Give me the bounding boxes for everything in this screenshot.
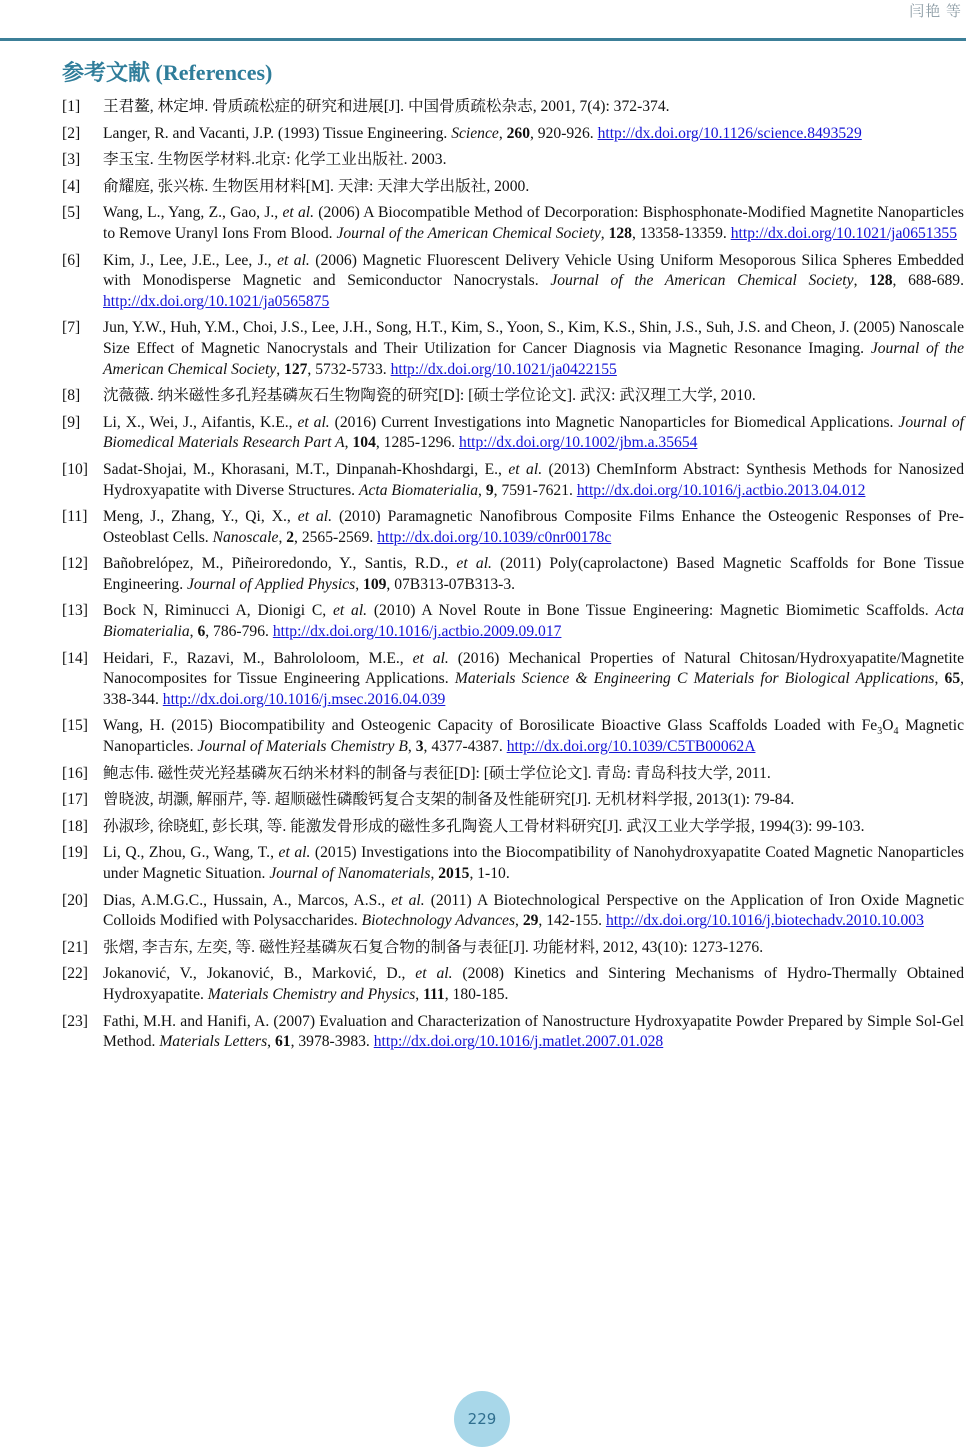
reference-item	[62, 649, 964, 711]
reference-segment: O	[882, 717, 894, 735]
reference-segment: ,	[853, 272, 870, 290]
reference-journal: Journal of Nanomaterials	[269, 865, 431, 882]
doi-link[interactable]: http://dx.doi.org/10.1016/j.biotechadv.2010.10.003	[605, 912, 924, 930]
reference-number: [1]	[62, 98, 81, 115]
reference-journal: Materials Science & Engineering C Materials for Biological Applications	[454, 670, 935, 688]
page-number	[454, 1391, 510, 1447]
reference-segment: (2010) A Novel Route in Bone Tissue Engineering: Magnetic Biomimetic Scaffolds.	[367, 602, 936, 620]
reference-volume: 61	[274, 1033, 291, 1051]
doi-link[interactable]: http://dx.doi.org/10.1016/j.msec.2016.04.039	[162, 690, 446, 708]
subscript: 3	[877, 726, 883, 738]
doi-link[interactable]: http://dx.doi.org/10.1039/c0nr00178c	[377, 528, 612, 546]
reference-segment: 张熠, 李吉东, 左奕, 等. 磁性羟基磷灰石复合物的制备与表征[J]. 功能材料, 2012, 43(10): 1273-1276.	[103, 938, 764, 956]
reference-text	[103, 413, 964, 454]
reference-text	[103, 251, 964, 313]
reference-text	[103, 817, 964, 838]
reference-journal: Acta Biomaterialia	[103, 602, 964, 641]
reference-segment: (2016) Mechanical Properties of Natural Chitosan/Hydroxyapatite/Magnetite Nanocomposites for Tissue Engineering Applications.	[103, 649, 964, 688]
page-number-text: 229	[467, 1410, 497, 1428]
reference-segment: , 688-689.	[892, 272, 965, 290]
reference-journal: Journal of the American Chemical Society	[103, 339, 964, 378]
reference-volume: 6	[197, 623, 206, 641]
reference-segment: ,	[407, 738, 416, 756]
reference-item	[62, 891, 964, 932]
reference-journal: Nanoscale	[212, 528, 279, 546]
reference-segment: ,	[934, 670, 945, 688]
header-rule	[0, 38, 966, 41]
reference-segment: , 142-155.	[538, 912, 606, 930]
reference-text	[103, 764, 964, 785]
reference-journal: et al.	[282, 204, 315, 222]
reference-journal: et al.	[332, 602, 368, 620]
reference-item	[62, 507, 964, 548]
reference-number: [4]	[62, 177, 81, 195]
reference-segment: , 2565-2569.	[294, 528, 378, 546]
reference-journal: et al.	[278, 844, 311, 862]
reference-journal: Biotechnology Advances	[361, 912, 516, 930]
reference-text	[103, 507, 964, 548]
reference-segment: Dias, A.M.G.C., Hussain, A., Marcos, A.S.,	[103, 891, 392, 909]
reference-text	[103, 97, 964, 118]
reference-volume: 3	[415, 738, 424, 756]
reference-item	[62, 964, 964, 1005]
reference-text	[103, 177, 964, 198]
reference-text	[103, 716, 964, 757]
reference-text	[103, 150, 964, 171]
reference-volume: 127	[284, 360, 308, 378]
reference-text	[103, 790, 964, 811]
reference-segment: 王君鳌, 林定坤. 骨质疏松症的研究和进展[J]. 中国骨质疏松杂志, 2001, 7(4): 372-374.	[103, 98, 670, 115]
reference-volume: 128	[869, 272, 893, 290]
reference-volume: 9	[485, 481, 494, 499]
reference-segment: Li, X., Wei, J., Aifantis, K.E.,	[103, 413, 298, 431]
reference-number: [5]	[62, 204, 81, 222]
reference-item	[62, 97, 964, 118]
reference-journal: Journal of the American Chemical Society	[550, 272, 854, 290]
reference-number: [13]	[62, 602, 88, 620]
reference-segment: 沈薇薇. 纳米磁性多孔羟基磷灰石生物陶瓷的研究[D]: [硕士学位论文]. 武汉: 武汉理工大学, 2010.	[103, 387, 756, 405]
reference-item	[62, 601, 964, 642]
reference-segment: (2015) Investigations into the Biocompatibility of Nanohydroxyapatite Coated Magnetic Nanoparticles under Magnetic Situation.	[103, 844, 964, 882]
reference-volume: 111	[423, 985, 445, 1003]
reference-segment: ,	[430, 865, 439, 882]
reference-number: [23]	[62, 1012, 88, 1030]
reference-journal: Journal of Materials Chemistry B	[197, 738, 408, 756]
reference-segment: Wang, H. (2015) Biocompatibility and Osteogenic Capacity of Borosilicate Bioactive Glass Scaffolds Loaded with Fe	[103, 717, 878, 735]
reference-text	[103, 891, 964, 932]
reference-item	[62, 413, 964, 454]
reference-journal: et al.	[391, 891, 425, 909]
reference-number: [6]	[62, 251, 81, 269]
reference-item	[62, 843, 964, 884]
reference-segment: Jokanović, V., Jokanović, B., Marković, D.,	[103, 965, 416, 983]
reference-segment: ,	[355, 575, 364, 593]
reference-segment: 李玉宝. 生物医学材料.北京: 化学工业出版社. 2003.	[103, 151, 447, 169]
reference-text	[103, 386, 964, 407]
reference-segment: , 07B313-07B313-3.	[386, 575, 516, 593]
reference-segment: Heidari, F., Razavi, M., Bahrololoom, M.E.,	[103, 649, 413, 667]
doi-link[interactable]: http://dx.doi.org/10.1021/ja0422155	[390, 360, 617, 378]
reference-volume: 65	[944, 670, 961, 688]
doi-link[interactable]: http://dx.doi.org/10.1002/jbm.a.35654	[459, 434, 698, 452]
reference-item	[62, 318, 964, 380]
reference-text	[103, 601, 964, 642]
reference-segment: , 3978-3983.	[290, 1033, 374, 1051]
reference-number: [17]	[62, 791, 88, 809]
reference-volume: 109	[363, 575, 387, 593]
reference-number: [19]	[62, 844, 88, 862]
reference-journal: Journal of Biomedical Materials Research Part A	[103, 413, 964, 452]
reference-journal: et al.	[277, 251, 310, 269]
reference-journal: Journal of Applied Physics	[187, 575, 356, 593]
reference-volume: 2	[286, 528, 295, 546]
reference-item	[62, 716, 964, 757]
reference-segment: ,	[515, 912, 523, 930]
reference-segment: , 1285-1296.	[375, 434, 460, 452]
reference-item	[62, 790, 964, 811]
reference-segment: , 7591-7621.	[493, 481, 577, 499]
reference-segment: ,	[276, 360, 285, 378]
reference-segment: , 4377-4387.	[423, 738, 507, 756]
reference-text	[103, 649, 964, 711]
reference-journal: Acta Biomaterialia	[358, 481, 479, 499]
reference-text	[103, 843, 964, 884]
doi-link[interactable]: http://dx.doi.org/10.1016/j.matlet.2007.01.028	[373, 1033, 664, 1051]
reference-item	[62, 764, 964, 785]
reference-segment: Meng, J., Zhang, Y., Qi, X.,	[103, 508, 298, 526]
doi-link[interactable]: http://dx.doi.org/10.1039/C5TB00062A	[506, 738, 756, 756]
reference-segment: Magnetic Nanoparticles.	[103, 717, 964, 756]
reference-segment: , 338-344.	[103, 670, 965, 708]
reference-segment: ,	[189, 623, 198, 641]
reference-number: [22]	[62, 965, 88, 983]
reference-number: [16]	[62, 764, 88, 782]
reference-number: [10]	[62, 460, 88, 478]
reference-journal: et al.	[297, 413, 330, 431]
reference-journal: et al.	[415, 965, 453, 983]
reference-segment: Bañobrelópez, M., Piñeiroredondo, Y., Santis, R.D.,	[103, 555, 457, 573]
reference-segment: , 1-10.	[469, 865, 510, 882]
reference-segment: ,	[267, 1033, 275, 1051]
reference-segment: ,	[600, 224, 609, 242]
doi-link[interactable]: http://dx.doi.org/10.1021/ja0651355	[730, 224, 957, 242]
reference-item	[62, 251, 964, 313]
reference-text	[103, 460, 964, 501]
reference-volume: 104	[352, 434, 376, 452]
reference-segment: Jun, Y.W., Huh, Y.M., Choi, J.S., Lee, J.H., Song, H.T., Kim, S., Yoon, S., Kim, K.S., Shin, J.S., Suh, J.S. and Cheon, J. (2005) Nanoscale Size Effect of Magnetic Nanocrystals and Their Utilization for Cancer Diagnosis via Magnetic Resonance Imaging.	[103, 319, 964, 357]
reference-segment: Sadat-Shojai, M., Khorasani, M.T., Dinpanah-Khoshdargi, E.,	[103, 460, 509, 478]
reference-segment: ,	[278, 528, 287, 546]
reference-volume: 260	[506, 124, 530, 142]
reference-number: [8]	[62, 387, 81, 405]
reference-item	[62, 938, 964, 959]
reference-list	[62, 97, 964, 1059]
reference-segment: 俞耀庭, 张兴栋. 生物医用材料[M]. 天津: 天津大学出版社, 2000.	[103, 177, 530, 195]
reference-segment: ,	[344, 434, 353, 452]
reference-segment: 曾晓波, 胡灏, 解丽芹, 等. 超顺磁性磷酸钙复合支架的制备及性能研究[J]. 无机材料学报, 2013(1): 79-84.	[103, 791, 795, 809]
reference-number: [18]	[62, 817, 88, 835]
reference-segment: 孙淑珍, 徐晓虹, 彭长琪, 等. 能激发骨形成的磁性多孔陶瓷人工骨材料研究[J]. 武汉工业大学学报, 1994(3): 99-103.	[103, 817, 865, 835]
reference-volume: 128	[608, 224, 632, 242]
reference-number: [7]	[62, 319, 81, 337]
reference-item	[62, 817, 964, 838]
reference-segment: (2006) A Biocompatible Method of Decorporation: Bisphosphonate-Modified Magnetite Nanoparticles to Remove Uranyl Ions From Blood.	[103, 204, 964, 242]
reference-journal: Materials Chemistry and Physics	[207, 985, 416, 1003]
reference-number: [20]	[62, 891, 88, 909]
reference-text	[103, 938, 964, 959]
reference-segment: Wang, L., Yang, Z., Gao, J.,	[103, 204, 283, 222]
reference-journal: Journal of the American Chemical Society	[336, 224, 601, 242]
reference-journal: Materials Letters	[159, 1033, 268, 1051]
reference-segment: Langer, R. and Vacanti, J.P. (1993) Tissue Engineering.	[103, 124, 452, 142]
reference-segment: , 180-185.	[444, 985, 509, 1003]
doi-link[interactable]: http://dx.doi.org/10.1016/j.actbio.2013.04.012	[576, 481, 866, 499]
running-header-author: 闫艳 等	[909, 4, 962, 20]
reference-text	[103, 318, 964, 380]
reference-item	[62, 1012, 964, 1053]
reference-item	[62, 203, 964, 244]
reference-journal: et al.	[456, 555, 492, 573]
reference-number: [14]	[62, 649, 88, 667]
subscript: 4	[893, 726, 899, 738]
reference-segment: Bock N, Riminucci A, Dionigi C,	[103, 602, 333, 620]
reference-segment: ,	[478, 481, 486, 499]
reference-text	[103, 1012, 964, 1053]
reference-segment: Fathi, M.H. and Hanifi, A. (2007) Evaluation and Characterization of Nanostructure Hydroxyapatite Powder Prepared by Simple Sol-Gel Method.	[103, 1012, 964, 1051]
reference-segment: (2011) A Biotechnological Perspective on the Application of Iron Oxide Magnetic Colloids Modified with Polysaccharides.	[103, 891, 964, 930]
reference-text	[103, 124, 964, 145]
reference-number: [2]	[62, 124, 81, 142]
reference-segment: (2008) Kinetics and Sintering Mechanisms of Hydro-Thermally Obtained Hydroxyapatite.	[103, 965, 965, 1003]
reference-number: [15]	[62, 717, 88, 735]
reference-text	[103, 554, 964, 595]
reference-number: [12]	[62, 555, 88, 573]
reference-segment: Li, Q., Zhou, G., Wang, T.,	[103, 844, 279, 862]
reference-item	[62, 460, 964, 501]
reference-number: [9]	[62, 413, 81, 431]
reference-number: [11]	[62, 508, 88, 526]
reference-segment: Kim, J., Lee, J.E., Lee, J.,	[103, 251, 278, 269]
reference-item	[62, 124, 964, 145]
reference-segment: (2016) Current Investigations into Magnetic Nanoparticles for Biomedical Applications.	[329, 413, 899, 431]
section-title: 参考文献 (References)	[62, 60, 273, 85]
reference-number: [21]	[62, 938, 88, 956]
reference-segment: , 786-796.	[205, 623, 273, 641]
reference-journal: et al.	[412, 649, 449, 667]
doi-link[interactable]: http://dx.doi.org/10.1016/j.actbio.2009.09.017	[272, 623, 562, 641]
reference-item	[62, 177, 964, 198]
reference-segment: , 13358-13359.	[631, 224, 731, 242]
reference-segment: ,	[498, 124, 507, 142]
reference-item	[62, 554, 964, 595]
reference-segment: (2006) Magnetic Fluorescent Delivery Vehicle Using Uniform Mesoporous Silica Spheres Embedded with Monodisperse Magnetic and Semiconductor Nanocrystals.	[103, 251, 964, 290]
reference-segment: 鲍志伟. 磁性荧光羟基磷灰石纳米材料的制备与表征[D]: [硕士学位论文]. 青岛: 青岛科技大学, 2011.	[103, 764, 771, 782]
reference-number: [3]	[62, 151, 81, 169]
reference-volume: 29	[522, 912, 539, 930]
reference-segment: (2011) Poly(caprolactone) Based Magnetic Scaffolds for Bone Tissue Engineering.	[103, 555, 964, 593]
reference-segment: , 920-926.	[530, 124, 598, 142]
reference-volume: 2015	[438, 865, 470, 882]
reference-journal: et al.	[297, 508, 333, 526]
reference-segment: , 5732-5733.	[307, 360, 391, 378]
doi-link[interactable]: http://dx.doi.org/10.1126/science.8493529	[597, 124, 862, 142]
reference-journal: Science	[451, 124, 499, 142]
reference-journal: et al.	[508, 460, 543, 478]
reference-segment: (2013) ChemInform Abstract: Synthesis Methods for Nanosized Hydroxyapatite with Diverse Structures.	[103, 460, 964, 499]
reference-segment: (2010) Paramagnetic Nanofibrous Composite Films Enhance the Osteogenic Responses of Pre-Osteoblast Cells.	[103, 508, 964, 546]
reference-text	[103, 964, 964, 1005]
reference-text	[103, 203, 964, 244]
doi-link[interactable]: http://dx.doi.org/10.1021/ja0565875	[103, 292, 330, 310]
reference-item	[62, 386, 964, 407]
reference-item	[62, 150, 964, 171]
reference-segment: ,	[415, 985, 424, 1003]
